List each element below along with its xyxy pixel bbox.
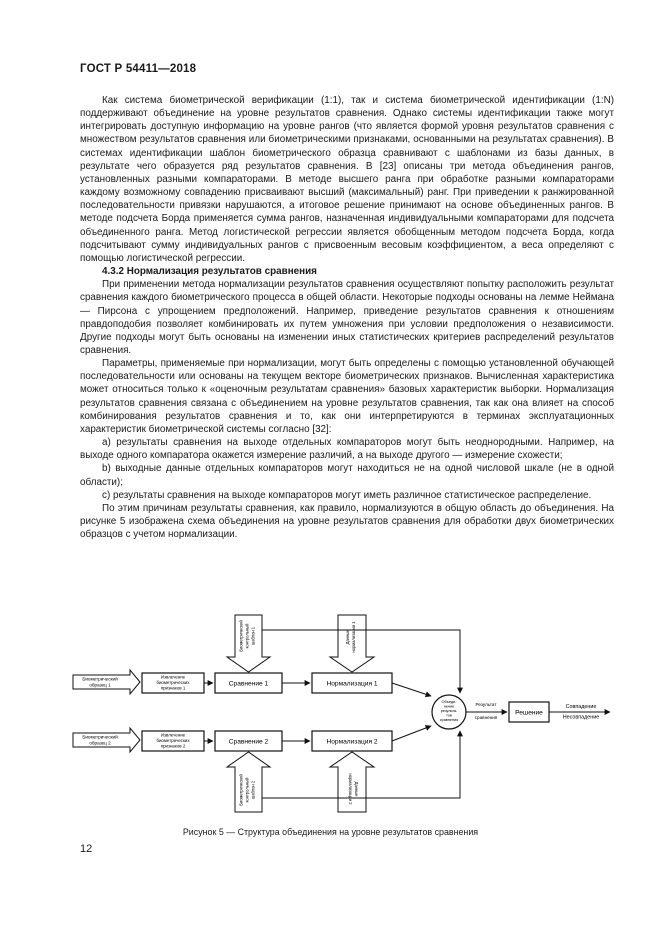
svg-text:биометрических: биометрических xyxy=(156,680,190,685)
svg-text:Извлечение: Извлечение xyxy=(160,674,186,680)
document-body xyxy=(80,94,614,541)
document-header: ГОСТ Р 54411—2018 xyxy=(80,63,197,75)
paragraph: Параметры, применяемые при нормализации, могут быть определены с помощью установленной обучающей последовательности или основаны на текущем векторе биометрических признаков. Вычисленная характеристика может относиться только к «оценочным результатам сравнения» базовых характеристик выборки. Нормализация результатов сравнения связана с объединением на уровне результатов сравнения, так как она влияет на способ комбинирования результатов сравнения и то, как они интерпретируются в терминах эксплуатационных характеристик биометрической системы согласно [32]: xyxy=(80,358,614,435)
normalization-params-1-arrow xyxy=(330,615,374,672)
svg-text:признаков 2: признаков 2 xyxy=(160,743,186,749)
svg-text:контрольный: контрольный xyxy=(244,623,250,649)
input-1-line-2: образец 1 xyxy=(89,682,111,688)
comparison-1-box xyxy=(215,673,282,693)
comparison-2-box xyxy=(215,731,282,751)
list-item-b: b) выходные данные отдельных компараторов могут находиться не на одной числовой шкале (не в одной области); xyxy=(80,463,614,488)
svg-text:Сравнение 2: Сравнение 2 xyxy=(228,738,269,746)
svg-text:биометрических: биометрических xyxy=(156,738,190,743)
normalization-1-box xyxy=(312,673,392,693)
svg-text:Данные: Данные xyxy=(345,629,350,645)
svg-text:Извлечение: Извлечение xyxy=(160,732,186,738)
normalization-2-box xyxy=(312,731,392,751)
svg-text:нормализации 1: нормализации 1 xyxy=(351,621,356,653)
feature-extraction-1-box xyxy=(142,673,204,693)
input-sample-2-arrow xyxy=(73,728,140,752)
list-item-c: с) результаты сравнения на выходе компараторов могут иметь различное статистическое распределение. xyxy=(102,489,592,501)
svg-text:нормализации 2: нормализации 2 xyxy=(348,773,353,805)
score-fusion-circle xyxy=(432,695,466,729)
svg-text:Данные: Данные xyxy=(354,781,359,797)
svg-text:Биометрический: Биометрический xyxy=(238,774,244,806)
list-item-a: а) результаты сравнения на выходе отдельных компараторов могут быть неоднородными. Например, на выходе одного компаратора окажется измерение различий, а на выходе другого — измерение схожести; xyxy=(80,437,614,462)
output-match-label: Совпадение xyxy=(565,704,597,710)
svg-text:Решение: Решение xyxy=(515,709,543,717)
svg-text:Нормализация 1: Нормализация 1 xyxy=(326,680,378,688)
svg-text:сравнения: сравнения xyxy=(439,718,459,722)
fused-score-label-1: Результат xyxy=(475,702,497,707)
svg-text:Нормализация 2: Нормализация 2 xyxy=(326,738,378,746)
page-number: 12 xyxy=(80,843,93,855)
svg-text:признаков 1: признаков 1 xyxy=(160,685,186,691)
svg-text:Объеди-: Объеди- xyxy=(441,700,457,704)
svg-text:результа-: результа- xyxy=(440,709,458,713)
paragraph: При применении метода нормализации результатов сравнения осуществляют попытку расположить результат сравнения каждого биометрического процесса в общей области. Некоторые подходы основаны на лемме Неймана — Пирсона с упрощением предположений. Например, приведение результатов сравнения к отношениям правдоподобия позволяет комбинировать их путем умножения при условии предположения о независимости. Другие подходы могут быть основаны на изменении иных статистических критериев распределений результатов сравнения. xyxy=(80,279,614,356)
input-1-line-1: Биометрический xyxy=(82,676,118,682)
reference-template-2-arrow xyxy=(227,752,270,812)
svg-text:нение: нение xyxy=(443,704,455,709)
decision-box xyxy=(509,702,549,722)
output-nonmatch-label: Несовпадение xyxy=(562,714,600,721)
reference-template-1-arrow xyxy=(227,615,270,672)
paragraph: По этим причинам результаты сравнения, как правило, нормализуются в общую область до объединения. На рисунке 5 изображена схема объединения на уровне результатов сравнения для обработки двух биометрических образцов с учетом нормализации. xyxy=(80,502,614,541)
section-heading: 4.3.2 Нормализация результатов сравнения xyxy=(102,266,317,278)
feature-extraction-2-box xyxy=(142,731,204,751)
svg-text:контрольный: контрольный xyxy=(244,777,250,803)
svg-text:тов: тов xyxy=(446,713,452,718)
fused-score-label-2: сравнения xyxy=(474,715,498,720)
figure-5-diagram xyxy=(70,605,615,820)
svg-text:шаблон 2: шаблон 2 xyxy=(250,780,256,800)
input-sample-1-arrow xyxy=(73,670,140,694)
paragraph: Как система биометрической верификации (1:1), так и система биометрической идентификации (1:N) поддерживают объединение на уровне результатов сравнения. Однако системы идентификации также могут интегрировать доступную информацию на уровне рангов (что является формой уровня результатов сравнения с множеством результатов сравнения или биометрическими признаками, основанными на результатах сравнения). В системах идентификации шаблон биометрического образца сравнивают с шаблонами из базы данных, в результате чего образуется ряд результатов сравнения. В [23] описаны три метода объединения рангов, установленных разными компараторами. В методе высшего ранга при обработке разными компараторами каждому возможному совпадению присваивают высший (максимальный) ранг. При приведении к ранжированной последовательности привязки нарушаются, а итоговое решение принимают на основе объединенных рангов. В методе подсчета Борда применяется сумма рангов, назначенная индивидуальными компараторами для подсчета объединенного ранга. Метод логистической регрессии является обобщенным методом подсчета Борда, когда подсчитывают сумму индивидуальных рангов с присвоенным весовым коэффициентом, а веса определяют с помощью логистической регрессии. xyxy=(80,95,614,264)
normalization-params-2-arrow xyxy=(330,752,374,812)
input-2-line-2: образец 2 xyxy=(89,740,111,746)
input-2-line-1: Биометрический xyxy=(82,734,118,740)
svg-text:Сравнение 1: Сравнение 1 xyxy=(228,680,269,688)
svg-text:шаблон 1: шаблон 1 xyxy=(250,626,256,646)
figure-caption: Рисунок 5 — Структура объединения на уровне результатов сравнения xyxy=(182,827,479,837)
svg-text:Биометрический: Биометрический xyxy=(238,620,244,652)
